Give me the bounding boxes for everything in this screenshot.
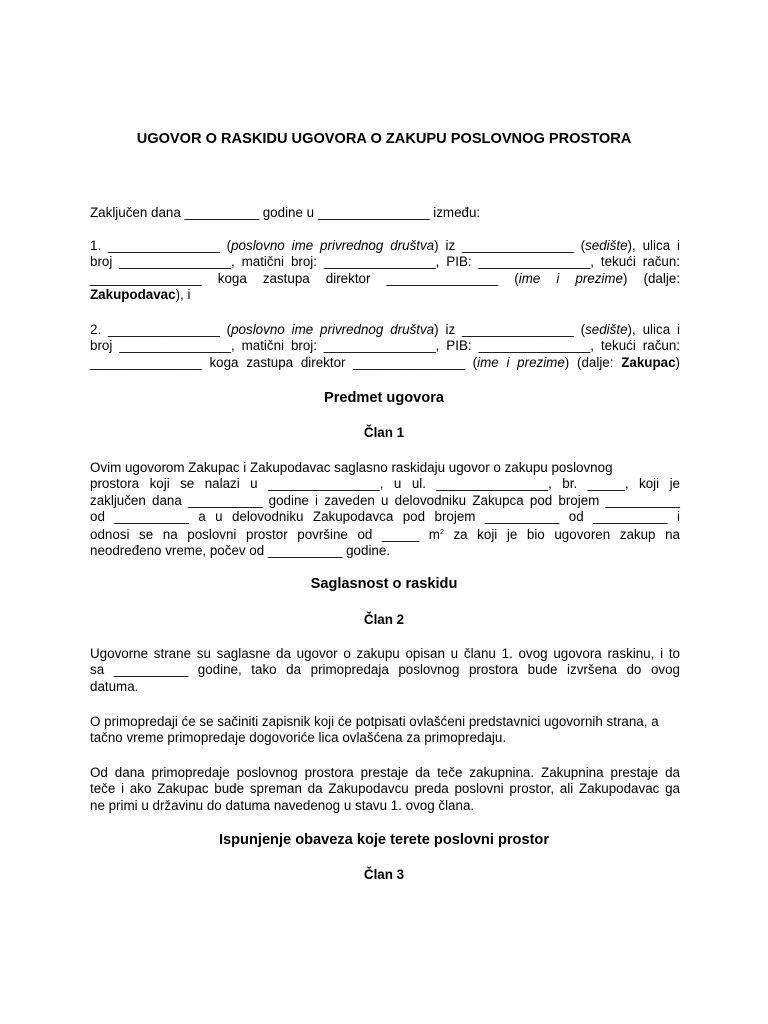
party-1-line-1: 1. _______________ (poslovno ime privrednog društva) iz _______________ (sedište), ulica i — [90, 238, 680, 253]
clan-1-line-4: od __________ a u delovodniku Zakupodavca pod brojem __________ od __________ i — [90, 508, 680, 524]
party-1-line-2: broj _______________, matični broj: _______________, PIB: _______________, tekući račun: — [90, 254, 680, 270]
clan-1-paragraph — [90, 460, 680, 560]
party-2-line-1: 2. _______________ (poslovno ime privrednog društva) iz _______________ (sedište), ulica i — [90, 322, 680, 337]
section-heading-ispunjenje: Ispunjenje obaveza koje terete poslovni prostor — [218, 832, 550, 848]
clan-1-line-6: neodređeno vreme, počev od __________ godine. — [90, 543, 391, 559]
clan-2-paragraph-2 — [90, 714, 680, 747]
intro-text: Zaključen dana __________ godine u _______________ između: — [90, 205, 481, 220]
clan-2-p2-line-2: tačno vreme primopredaje dogovoriće lica ovlašćena za primopredaju. — [90, 730, 507, 746]
clan-2-p1-line-3: datuma. — [90, 678, 139, 694]
party-2-block — [90, 322, 680, 371]
clan-1-line-3: zaključen dana __________ godine i zaveden u delovodniku Zakupca pod brojem __________ — [90, 492, 680, 508]
clan-2-p1-line-2: sa __________ godine, tako da primopredaja poslovnog prostora bude izvršena do ovog — [90, 662, 680, 678]
party-1-block — [90, 238, 680, 303]
clan-2-heading: Član 2 — [363, 612, 405, 627]
party-2-line-2: broj _______________, matični broj: _______________, PIB: _______________, tekući račun: — [90, 338, 680, 354]
clan-1-line-2: prostora koji se nalazi u _______________, u ul. _______________, br. _____, koji je — [90, 476, 680, 492]
document-title: UGOVOR O RASKIDU UGOVORA O ZAKUPU POSLOVNOG PROSTORA — [136, 131, 632, 147]
clan-2-p3-line-2: teče i ako Zakupac bude spreman da Zakupodavcu preda poslovni prostor, ali Zakupodavac ga — [90, 781, 680, 797]
clan-2-p3-line-1: Od dana primopredaje poslovnog prostora prestaje da teče zakupnina. Zakupnina prestaje da — [90, 765, 680, 780]
clan-2-p2-line-1: O primopredaji će se sačiniti zapisnik koji će potpisati ovlašćeni predstavnici ugovornih strana, a — [90, 714, 659, 729]
clan-1-line-5: odnosi se na poslovni prostor površine od _____ $m^2$ za koji je bio ugovoren zakup na — [90, 527, 680, 543]
clan-1-heading: Član 1 — [363, 425, 405, 440]
clan-3-heading: Član 3 — [363, 867, 405, 882]
clan-2-p3-line-3: ne primi u državinu do datuma navedenog u stavu 1. ovog člana. — [90, 797, 475, 813]
clan-2-paragraph-3 — [90, 765, 680, 814]
section-heading-predmet: Predmet ugovora — [323, 390, 445, 406]
intro-line — [90, 205, 680, 221]
clan-2-paragraph-1 — [90, 646, 680, 695]
party-1-line-4: Zakupodavac), i — [90, 286, 191, 302]
party-2-line-3: _______________ koga zastupa direktor _______________ (ime i prezime) (dalje: Zakupac) — [90, 354, 680, 370]
party-1-line-3: _______________ koga zastupa direktor _______________ (ime i prezime) (dalje: — [90, 270, 680, 286]
clan-2-p1-line-1: Ugovorne strane su saglasne da ugovor o zakupu opisan u članu 1. ovog ugovora raskinu, i to — [90, 646, 680, 661]
section-heading-saglasnost: Saglasnost o raskidu — [310, 576, 458, 592]
clan-1-line-1: Ovim ugovorom Zakupac i Zakupodavac saglasno raskidaju ugovor o zakupu poslovnog — [90, 460, 613, 475]
